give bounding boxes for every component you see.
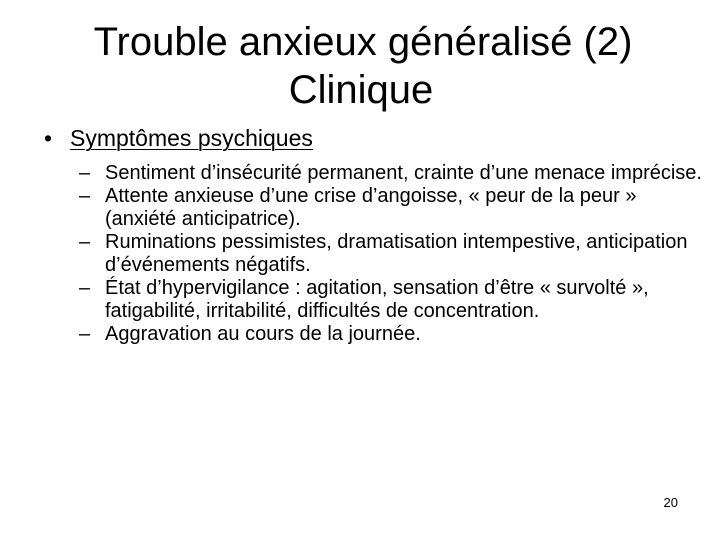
list-item — [79, 231, 709, 277]
bullet-text: Symptômes psychiques — [70, 125, 313, 151]
bullet-symptomes-psychiques — [44, 124, 313, 152]
list-item — [79, 162, 709, 185]
list-item-text: Sentiment d’insécurité permanent, crainte d’une menace imprécise. — [105, 162, 702, 184]
symptom-list — [79, 162, 709, 346]
slide-title-line-1: Trouble anxieux généralisé (2) — [93, 20, 633, 64]
list-item — [79, 185, 709, 231]
dash-marker: – — [79, 185, 91, 207]
list-item-text: État d’hypervigilance : agitation, sensation d’être « survolté », fatigabilité, irritabilité, difficultés de concentration. — [105, 277, 649, 322]
slide-title — [0, 18, 720, 114]
dash-marker: – — [79, 277, 91, 299]
list-item-text: Ruminations pessimistes, dramatisation intempestive, anticipation d’événements négatifs. — [105, 231, 688, 276]
dash-marker: – — [79, 162, 91, 184]
slide-title-line-2: Clinique — [288, 68, 434, 112]
page-number: 20 — [663, 495, 678, 510]
bullet-marker: • — [44, 125, 53, 151]
list-item-text: Aggravation au cours de la journée. — [105, 323, 421, 345]
list-item — [79, 277, 709, 323]
dash-marker: – — [79, 231, 91, 253]
list-item — [79, 323, 709, 346]
dash-marker: – — [79, 323, 91, 345]
list-item-text: Attente anxieuse d’une crise d’angoisse, « peur de la peur » (anxiété anticipatrice). — [105, 185, 637, 230]
